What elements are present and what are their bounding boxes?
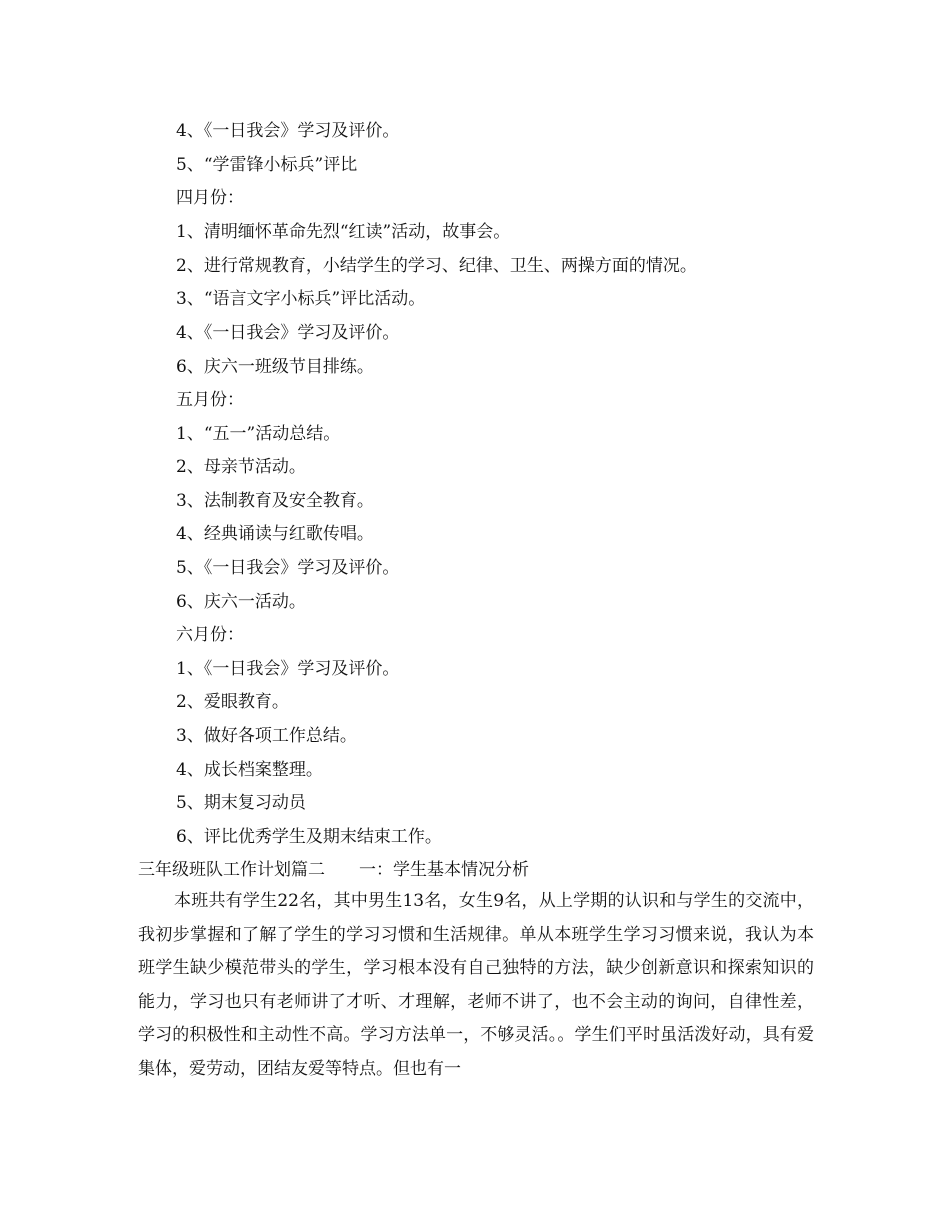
april-heading: 四月份： bbox=[176, 188, 244, 208]
march-item-5: 5、“学雷锋小标兵”评比 bbox=[176, 155, 358, 175]
section-heading: 三年级班队工作计划篇二 一：学生基本情况分析 bbox=[138, 860, 529, 880]
may-item-6: 6、庆六一活动。 bbox=[176, 592, 306, 612]
june-heading: 六月份： bbox=[176, 625, 244, 645]
may-heading: 五月份： bbox=[176, 390, 244, 410]
june-item-5: 5、期末复习动员 bbox=[176, 793, 306, 813]
june-item-4: 4、成长档案整理。 bbox=[176, 760, 323, 780]
june-item-3: 3、做好各项工作总结。 bbox=[176, 726, 357, 746]
april-item-3: 3、“语言文字小标兵”评比活动。 bbox=[176, 289, 426, 309]
may-item-5: 5、《一日我会》学习及评价。 bbox=[176, 558, 400, 578]
may-item-2: 2、母亲节活动。 bbox=[176, 457, 306, 477]
april-item-6: 6、庆六一班级节目排练。 bbox=[176, 357, 374, 377]
may-item-1: 1、“五一”活动总结。 bbox=[176, 424, 341, 444]
may-item-3: 3、法制教育及安全教育。 bbox=[176, 491, 374, 511]
june-item-6: 6、评比优秀学生及期末结束工作。 bbox=[176, 827, 442, 847]
may-item-4: 4、经典诵读与红歌传唱。 bbox=[176, 524, 374, 544]
april-item-4: 4、《一日我会》学习及评价。 bbox=[176, 323, 400, 343]
april-item-1: 1、清明缅怀革命先烈“红读”活动，故事会。 bbox=[176, 222, 511, 242]
june-item-1: 1、《一日我会》学习及评价。 bbox=[176, 659, 400, 679]
body-paragraph: 本班共有学生22名，其中男生13名，女生9名，从上学期的认识和与学生的交流中，我初步掌握和了解了学生的学习习惯和生活规律。单从本班学生学习习惯来说，我认为本班学生缺少模范带头的学生，学习根本没有自己独特的方法，缺少创新意识和探索知识的能力，学习也只有老师讲了才听、才理解，老师不讲了，也不会主动的询问，自律性差，学习的积极性和主动性不高。学习方法单一，不够灵活。。学生们平时虽活泼好动，具有爱集体，爱劳动，团结友爱等特点。但也有一 bbox=[138, 891, 814, 1079]
june-item-2: 2、爱眼教育。 bbox=[176, 692, 289, 712]
march-item-4: 4、《一日我会》学习及评价。 bbox=[176, 121, 400, 141]
april-item-2: 2、进行常规教育，小结学生的学习、纪律、卫生、两操方面的情况。 bbox=[176, 256, 697, 276]
